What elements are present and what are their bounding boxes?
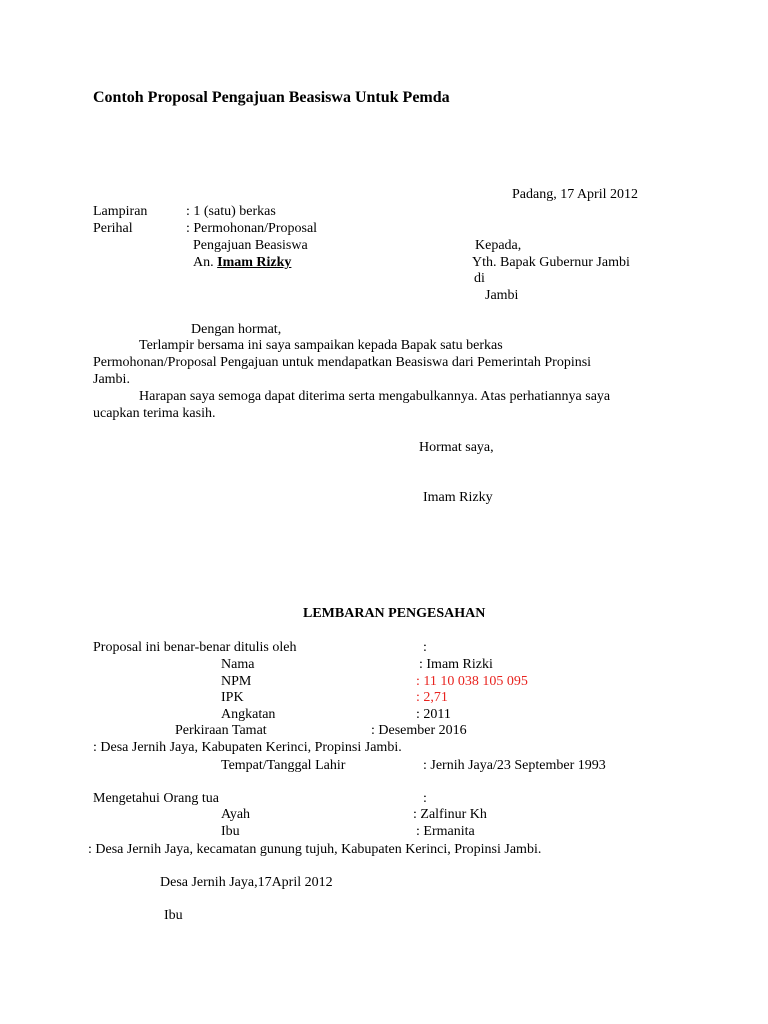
body-line-4: Harapan saya semoga dapat diterima serta mengabulkannya. Atas perhatiannya saya — [139, 389, 611, 404]
salutation: Dengan hormat, — [191, 322, 282, 337]
ttl-label: Tempat/Tanggal Lahir — [221, 758, 346, 773]
perihal-value-line1: : Permohonan/Proposal — [186, 221, 318, 236]
perihal-value-line2: Pengajuan Beasiswa — [193, 238, 308, 253]
date-line: Padang, 17 April 2012 — [512, 187, 638, 202]
place-date: Desa Jernih Jaya,17April 2012 — [160, 875, 333, 890]
angkatan-label: Angkatan — [221, 707, 276, 722]
body-line-3: Jambi. — [93, 372, 130, 387]
mengetahui-colon: : — [423, 791, 427, 806]
proposal-by-label: Proposal ini benar-benar ditulis oleh — [93, 640, 297, 655]
mengetahui-label: Mengetahui Orang tua — [93, 791, 219, 806]
recipient: Yth. Bapak Gubernur Jambi — [472, 255, 630, 270]
nama-label: Nama — [221, 657, 255, 672]
ipk-label: IPK — [221, 690, 244, 705]
perihal-label: Perihal — [93, 221, 133, 236]
npm-label: NPM — [221, 674, 252, 689]
an-prefix: An. — [193, 255, 214, 270]
ayah-value: : Zalfinur Kh — [413, 807, 487, 822]
alamat-mahasiswa: : Desa Jernih Jaya, Kabupaten Kerinci, Propinsi Jambi. — [93, 740, 402, 755]
document-title: Contoh Proposal Pengajuan Beasiswa Untuk Pemda — [93, 89, 450, 106]
an-name: Imam Rizky — [217, 255, 292, 270]
an-line — [193, 255, 291, 271]
kepada-label: Kepada, — [475, 238, 522, 253]
signer-name: Imam Rizky — [423, 490, 493, 505]
ibu-signature-label: Ibu — [164, 908, 183, 923]
recipient-city: Jambi — [485, 288, 519, 303]
perkiraan-label: Perkiraan Tamat — [175, 723, 267, 738]
ibu-value: : Ermanita — [416, 824, 475, 839]
perkiraan-value: : Desember 2016 — [371, 723, 467, 738]
body-line-5: ucapkan terima kasih. — [93, 406, 216, 421]
body-line-2: Permohonan/Proposal Pengajuan untuk mendapatkan Beasiswa dari Pemerintah Propinsi — [93, 355, 592, 370]
alamat-orang-tua: : Desa Jernih Jaya, kecamatan gunung tujuh, Kabupaten Kerinci, Propinsi Jambi. — [88, 842, 542, 857]
ibu-label: Ibu — [221, 824, 240, 839]
lampiran-label: Lampiran — [93, 204, 148, 219]
recipient-di: di — [474, 271, 485, 286]
closing: Hormat saya, — [419, 440, 494, 455]
ttl-value: : Jernih Jaya/23 September 1993 — [423, 758, 606, 773]
angkatan-value: : 2011 — [416, 707, 451, 722]
nama-value: : Imam Rizki — [419, 657, 493, 672]
ayah-label: Ayah — [221, 807, 251, 822]
body-line-1: Terlampir bersama ini saya sampaikan kepada Bapak satu berkas — [139, 338, 503, 353]
npm-value: : 11 10 038 105 095 — [416, 674, 528, 689]
lembaran-title: LEMBARAN PENGESAHAN — [303, 606, 486, 621]
ipk-value: : 2,71 — [416, 690, 448, 705]
proposal-by-colon: : — [423, 640, 427, 655]
lampiran-value: : 1 (satu) berkas — [186, 204, 276, 219]
